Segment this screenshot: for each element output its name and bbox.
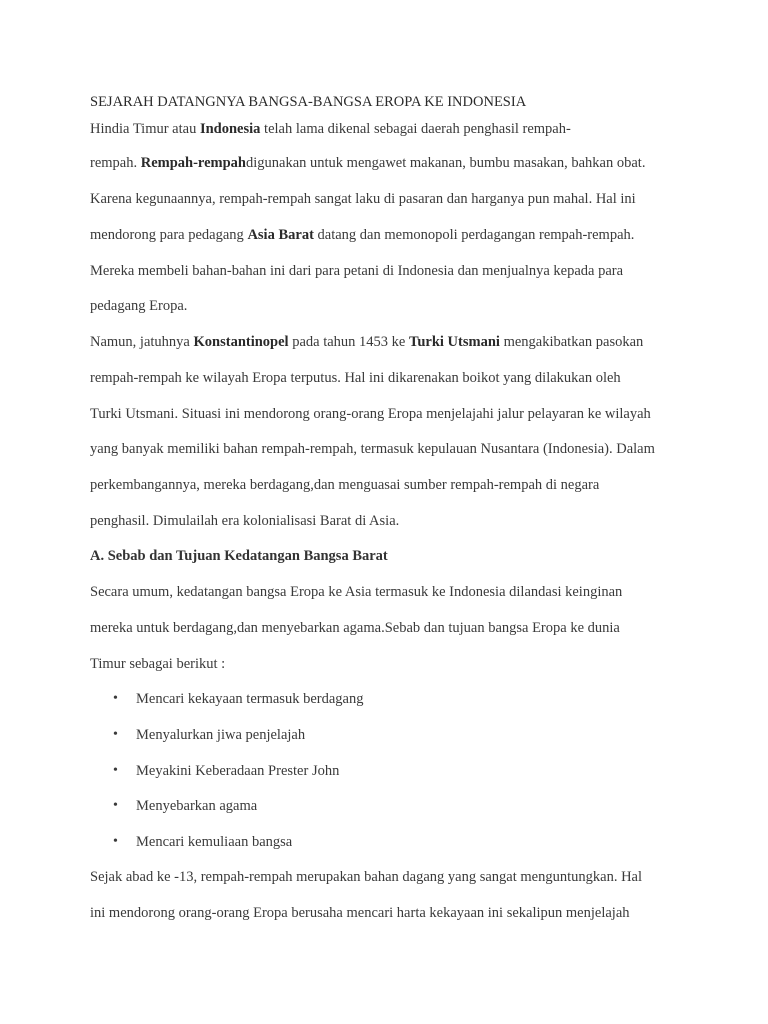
paragraph-2-line-6: penghasil. Dimulailah era kolonialisasi Barat di Asia. [90,513,400,529]
paragraph-2-line-3: Turki Utsmani. Situasi ini mendorong orang-orang Eropa menjelajahi jalur pelayaran ke wilayah [90,406,651,422]
paragraph-2-line-4: yang banyak memiliki bahan rempah-rempah, termasuk kepulauan Nusantara (Indonesia). Dalam [90,441,655,457]
bullet-icon: • [113,691,118,706]
paragraph-2-line-2: rempah-rempah ke wilayah Eropa terputus. Hal ini dikarenakan boikot yang dilakukan oleh [90,370,621,386]
list-item-text: Menyalurkan jiwa penjelajah [136,727,306,743]
paragraph-2-line-5: perkembangannya, mereka berdagang,dan menguasai sumber rempah-rempah di negara [90,477,600,493]
paragraph-3-line-1: Sejak abad ke -13, rempah-rempah merupakan bahan dagang yang sangat menguntungkan. Hal [90,869,643,885]
bold-term-turki-utsmani: Turki Utsmani [409,334,500,350]
list-item-text: Mencari kekayaan termasuk berdagang [136,691,364,707]
text-run: Namun, jatuhnya [90,334,194,350]
bullet-icon: • [113,727,118,742]
text-run: digunakan untuk mengawet makanan, bumbu masakan, bahkan obat. [246,155,646,171]
bullet-icon: • [113,763,118,778]
bullet-icon: • [113,834,118,849]
paragraph-1-line-1 [90,120,571,138]
paragraph-3-line-2: ini mendorong orang-orang Eropa berusaha mencari harta kekayaan ini sekalipun menjelajah [90,905,630,921]
document-title: SEJARAH DATANGNYA BANGSA-BANGSA EROPA KE INDONESIA [90,94,527,110]
paragraph-1-line-2 [90,154,645,172]
section-a-line-2: mereka untuk berdagang,dan menyebarkan agama.Sebab dan tujuan bangsa Eropa ke dunia [90,620,620,636]
text-run: rempah. [90,155,141,171]
paragraph-1-line-4 [90,226,634,244]
section-heading: A. Sebab dan Tujuan Kedatangan Bangsa Barat [90,548,388,564]
paragraph-2-line-1 [90,333,643,351]
list-item-text: Menyebarkan agama [136,798,258,814]
text-run: telah lama dikenal sebagai daerah penghasil rempah- [260,121,571,137]
list-item-text: Meyakini Keberadaan Prester John [136,763,340,779]
text-run: pada tahun 1453 ke [288,334,409,350]
paragraph-1-line-6: pedagang Eropa. [90,298,188,314]
paragraph-1-line-3: Karena kegunaannya, rempah-rempah sangat laku di pasaran dan harganya pun mahal. Hal ini [90,191,636,207]
bold-term-asia-barat: Asia Barat [247,227,314,243]
text-run: mengakibatkan pasokan [499,334,644,350]
text-run: Hindia Timur atau [90,121,200,137]
bold-term-indonesia: Indonesia [199,121,261,137]
bold-term-konstantinopel: Konstantinopel [193,334,289,350]
paragraph-1-line-5: Mereka membeli bahan-bahan ini dari para petani di Indonesia dan menjualnya kepada para [90,263,624,279]
section-a-line-3: Timur sebagai berikut : [90,656,226,672]
text-run: mendorong para pedagang [90,227,248,243]
list-item-text: Mencari kemuliaan bangsa [136,834,293,850]
bold-term-rempah: Rempah-rempah [140,155,246,171]
section-a-line-1: Secara umum, kedatangan bangsa Eropa ke Asia termasuk ke Indonesia dilandasi keinginan [90,584,623,600]
text-run: datang dan memonopoli perdagangan rempah-rempah. [313,227,635,243]
bullet-icon: • [113,798,118,813]
